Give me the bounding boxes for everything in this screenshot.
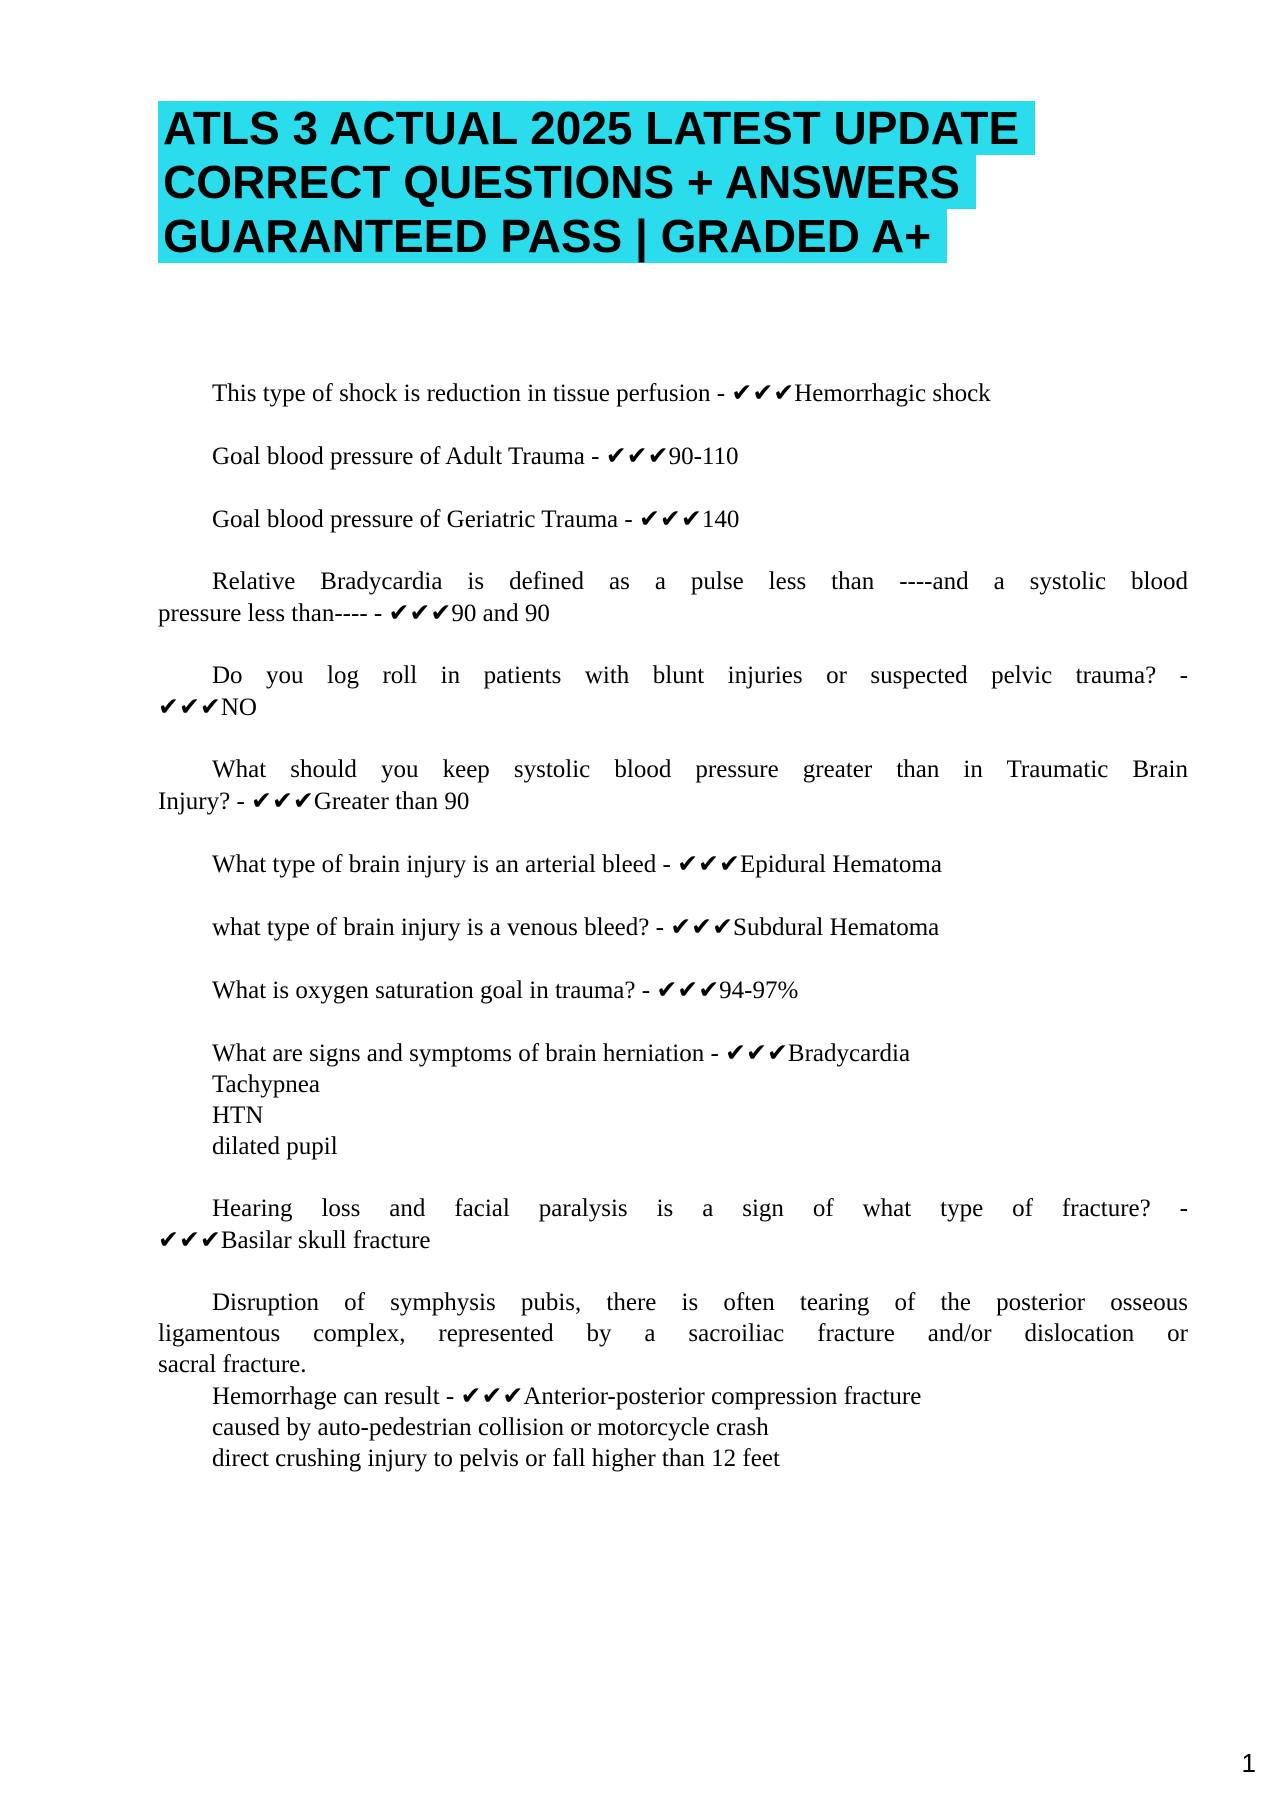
text-run: 94-97% [719,977,799,1004]
text-run: Subdural Hematoma [733,914,940,941]
text-run: pressure less than---- - [158,600,389,627]
qa-venous-bleed [158,911,1188,943]
statement-symphysis-pubis [158,1287,1188,1380]
text-run: what type of brain injury is a venous bleed? - [212,914,671,941]
text-run: Injury? - [158,788,252,815]
text-line [158,1193,1188,1224]
text-line [158,911,1188,943]
title-line-3 [158,209,1035,263]
text-run: What type of brain injury is an arterial bleed - [212,851,678,878]
text-line [158,691,1188,723]
text-line [158,440,1188,472]
text-line [158,1349,1188,1380]
text-line [158,1069,1188,1100]
text-run: What is oxygen saturation goal in trauma? - [212,977,657,1004]
checkmarks-glyph: ✔✔✔ [158,692,221,721]
text-run: Bradycardia [787,1040,911,1067]
text-line [158,1224,1188,1256]
qa-brain-herniation-signs [158,1037,1188,1162]
text-run: Tachypnea [212,1071,320,1098]
text-line [158,660,1188,691]
checkmarks-glyph: ✔✔✔ [605,441,669,470]
text-run: Relative Bradycardia is defined as a pulse less than ----and a systolic blood [212,568,1188,595]
text-run: dilated pupil [212,1133,338,1160]
text-run: HTN [212,1102,264,1129]
text-line [158,1318,1188,1349]
checkmarks-glyph: ✔✔✔ [388,598,452,627]
qa-log-roll-pelvic-trauma [158,660,1188,723]
title-text: CORRECT QUESTIONS + ANSWERS [163,156,960,208]
text-line [158,1131,1188,1162]
text-run: Do you log roll in patients with blunt injuries or suspected pelvic trauma? - [212,662,1188,689]
text-run: What should you keep systolic blood pressure greater than in Traumatic Brain [212,756,1188,783]
text-line [158,566,1188,597]
title-highlight [158,101,1035,155]
qa-oxygen-saturation-goal [158,974,1188,1006]
qa-tbi-systolic-bp [158,754,1188,817]
text-run: Hemorrhage can result - [212,1383,461,1410]
qa-basilar-skull-fracture [158,1193,1188,1256]
text-run: Goal blood pressure of Adult Trauma - [212,443,606,470]
text-line [158,377,1188,409]
checkmarks-glyph: ✔✔✔ [251,786,314,815]
text-line [158,1380,1188,1412]
text-line [158,1287,1188,1318]
qa-relative-bradycardia [158,566,1188,629]
checkmarks-glyph: ✔✔✔ [725,1038,788,1067]
title-highlight [158,209,947,263]
checkmarks-glyph: ✔✔✔ [656,975,720,1004]
checkmarks-glyph: ✔✔✔ [670,912,734,941]
qa-hemorrhage-result [158,1380,1188,1474]
qa-text-block [158,346,1188,1474]
text-run: Hearing loss and facial paralysis is a sign of what type of fracture? - [212,1195,1188,1222]
document-title [158,101,1035,263]
checkmarks-glyph: ✔✔✔ [460,1381,524,1410]
text-run: 90 and 90 [451,600,550,627]
text-run: sacral fracture. [158,1351,307,1378]
text-run: Basilar skull fracture [220,1227,431,1254]
text-line [158,1100,1188,1131]
text-run: Epidural Hematoma [739,851,942,878]
text-line [158,974,1188,1006]
qa-adult-trauma-bp [158,440,1188,472]
text-run: NO [220,694,257,721]
text-line [158,754,1188,785]
text-run: Disruption of symphysis pubis, there is often tearing of the posterior osseous [212,1289,1188,1316]
text-run: 90-110 [668,443,739,470]
text-run: 140 [701,506,740,533]
page-number: 1 [1241,1748,1256,1778]
text-run: Hemorrhagic shock [794,380,991,407]
text-line [158,503,1188,535]
checkmarks-glyph: ✔✔✔ [638,504,702,533]
qa-arterial-bleed [158,848,1188,880]
title-text: GUARANTEED PASS | GRADED A+ [163,210,932,262]
text-run: caused by auto-pedestrian collision or motorcycle crash [212,1414,769,1441]
text-line [158,1037,1188,1069]
text-line [158,785,1188,817]
checkmarks-glyph: ✔✔✔ [731,378,795,407]
qa-geriatric-trauma-bp [158,503,1188,535]
text-line [158,848,1188,880]
qa-shock-tissue-perfusion [158,377,1188,409]
title-text: ATLS 3 ACTUAL 2025 LATEST UPDATE [163,102,1020,154]
text-run: Goal blood pressure of Geriatric Trauma - [212,506,639,533]
text-line [158,1412,1188,1443]
text-run: Anterior-posterior compression fracture [523,1383,922,1410]
title-highlight [158,155,976,209]
text-line [158,1443,1188,1474]
text-run: Greater than 90 [313,788,470,815]
text-run: ligamentous complex, represented by a sacroiliac fracture and/or dislocation or [158,1320,1188,1347]
title-line-1 [158,101,1035,155]
title-line-2 [158,155,1035,209]
checkmarks-glyph: ✔✔✔ [158,1225,221,1254]
text-run: This type of shock is reduction in tissue perfusion - [212,380,732,407]
text-line [158,597,1188,629]
text-run: direct crushing injury to pelvis or fall higher than 12 feet [212,1445,780,1472]
checkmarks-glyph: ✔✔✔ [677,849,740,878]
text-run: What are signs and symptoms of brain herniation - [212,1040,726,1067]
